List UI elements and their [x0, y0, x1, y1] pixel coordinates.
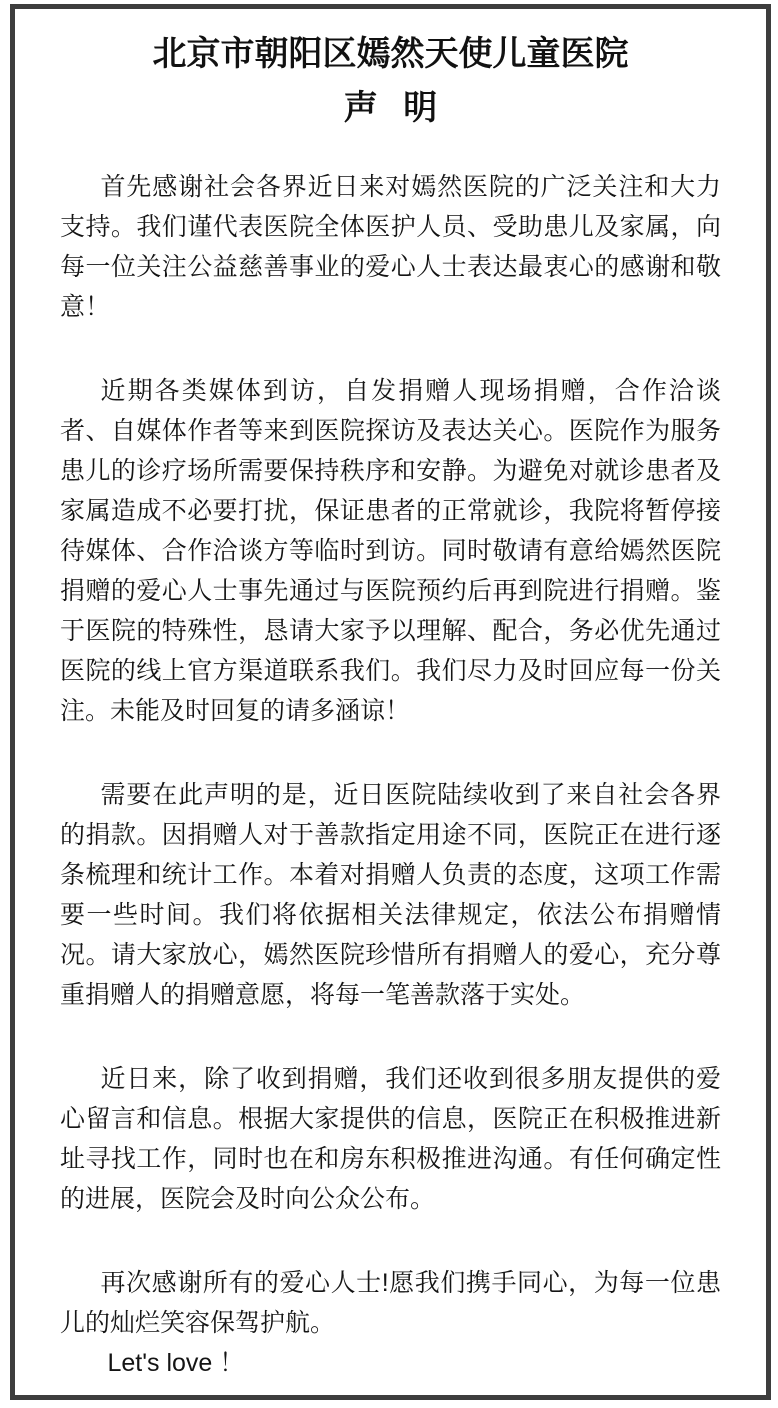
- paragraph-closing-thanks: 再次感谢所有的爱心人士!愿我们携手同心，为每一位患儿的灿烂笑容保驾护航。: [60, 1269, 721, 1337]
- statement-sheet: [10, 4, 771, 1400]
- paragraph-gratitude: 首先感谢社会各界近日来对嫣然医院的广泛关注和大力支持。我们谨代表医院全体医护人员、受助患儿及家属，向每一位关注公益慈善事业的爱心人士表达最衷心的感谢和敬意！: [60, 173, 721, 321]
- document-title: 北京市朝阳区嫣然天使儿童医院: [152, 35, 629, 73]
- document-subtitle: 声 明: [343, 89, 438, 127]
- paragraph-visit-suspension: 近期各类媒体到访，自发捐赠人现场捐赠，合作洽谈者、自媒体作者等来到医院探访及表达关心。医院作为服务患儿的诊疗场所需要保持秩序和安静。为避免对就诊患者及家属造成不必要打扰，保证患者的正常就诊，我院将暂停接待媒体、合作洽谈方等临时到访。同时敬请有意给嫣然医院捐赠的爱心人士事先通过与医院预约后再到院进行捐赠。鉴于医院的特殊性，恳请大家予以理解、配合，务必优先通过医院的线上官方渠道联系我们。我们尽力及时回应每一份关注。未能及时回复的请多涵谅！: [60, 377, 721, 725]
- paragraph-donation-accounting: 需要在此声明的是，近日医院陆续收到了来自社会各界的捐款。因捐赠人对于善款指定用途不同，医院正在进行逐条梳理和统计工作。本着对捐赠人负责的态度，这项工作需要一些时间。我们将依据相关法律规定，依法公布捐赠情况。请大家放心，嫣然医院珍惜所有捐赠人的爱心，充分尊重捐赠人的捐赠意愿，将每一笔善款落于实处。: [60, 781, 721, 1009]
- paragraph-relocation-progress: 近日来，除了收到捐赠，我们还收到很多朋友提供的爱心留言和信息。根据大家提供的信息，医院正在积极推进新址寻找工作，同时也在和房东积极推进沟通。有任何确定性的进展，医院会及时向公众公布。: [60, 1065, 721, 1213]
- statement-body: [60, 167, 721, 1383]
- closing-line: Let's love ！: [107, 1349, 245, 1377]
